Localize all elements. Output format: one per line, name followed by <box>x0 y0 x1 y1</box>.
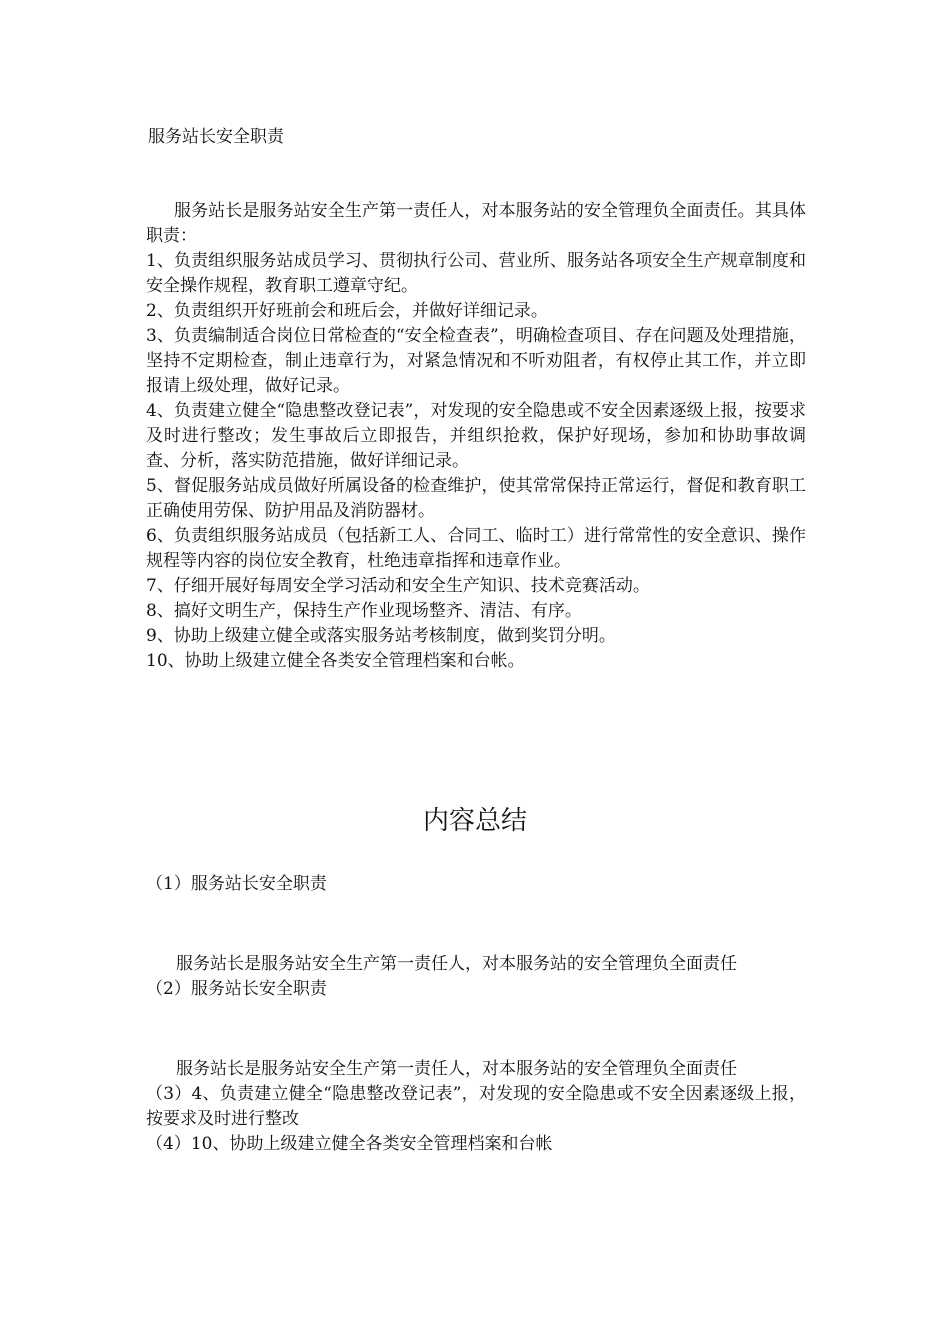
document-title: 服务站长安全职责 <box>148 127 284 147</box>
duty-item-5: 5、督促服务站成员做好所属设备的检查维护，使其常常保持正常运行，督促和教育职工正确使用劳保、防护用品及消防器材。 <box>146 476 806 521</box>
summary-item-4: （4）10、协助上级建立健全各类安全管理档案和台帐 <box>146 1134 553 1154</box>
summary-item-1-label: （1）服务站长安全职责 <box>146 874 327 894</box>
summary-item-2-text: 服务站长是服务站安全生产第一责任人，对本服务站的安全管理负全面责任 <box>176 1059 737 1079</box>
summary-item-3: （3）4、负责建立健全“隐患整改登记表”，对发现的安全隐患或不安全因素逐级上报，按要求及时进行整改 <box>146 1084 806 1129</box>
duty-item-10: 10、协助上级建立健全各类安全管理档案和台帐。 <box>146 651 525 671</box>
duty-item-3: 3、负责编制适合岗位日常检查的“安全检查表”，明确检查项目、存在问题及处理措施，坚持不定期检查，制止违章行为，对紧急情况和不听劝阻者，有权停止其工作，并立即报请上级处理，做好记录。 <box>146 326 806 396</box>
summary-item-2-label: （2）服务站长安全职责 <box>146 979 327 999</box>
summary-spacer <box>146 897 806 952</box>
duty-item-7: 7、仔细开展好每周安全学习活动和安全生产知识、技术竞赛活动。 <box>146 576 650 596</box>
duty-item-4: 4、负责建立健全“隐患整改登记表”，对发现的安全隐患或不安全因素逐级上报，按要求及时进行整改；发生事故后立即报告，并组织抢救，保护好现场，参加和协助事故调查、分析，落实防范措施，做好详细记录。 <box>146 401 806 471</box>
duty-item-6: 6、负责组织服务站成员（包括新工人、合同工、临时工）进行常常性的安全意识、操作规程等内容的岗位安全教育，杜绝违章指挥和违章作业。 <box>146 526 806 571</box>
duty-item-8: 8、搞好文明生产，保持生产作业现场整齐、清洁、有序。 <box>146 601 582 621</box>
duty-item-1: 1、负责组织服务站成员学习、贯彻执行公司、营业所、服务站各项安全生产规章制度和安全操作规程，教育职工遵章守纪。 <box>146 251 806 296</box>
summary-heading: 内容总结 <box>422 806 527 836</box>
duty-item-2: 2、负责组织开好班前会和班后会，并做好详细记录。 <box>146 301 548 321</box>
summary-item-1-text: 服务站长是服务站安全生产第一责任人，对本服务站的安全管理负全面责任 <box>176 954 737 974</box>
duty-item-9: 9、协助上级建立健全或落实服务站考核制度，做到奖罚分明。 <box>146 626 616 646</box>
summary-body <box>146 872 806 1157</box>
summary-spacer <box>146 1002 806 1057</box>
document-body <box>146 199 806 674</box>
intro-paragraph: 服务站长是服务站安全生产第一责任人，对本服务站的安全管理负全面责任。其具体职责： <box>146 201 806 246</box>
